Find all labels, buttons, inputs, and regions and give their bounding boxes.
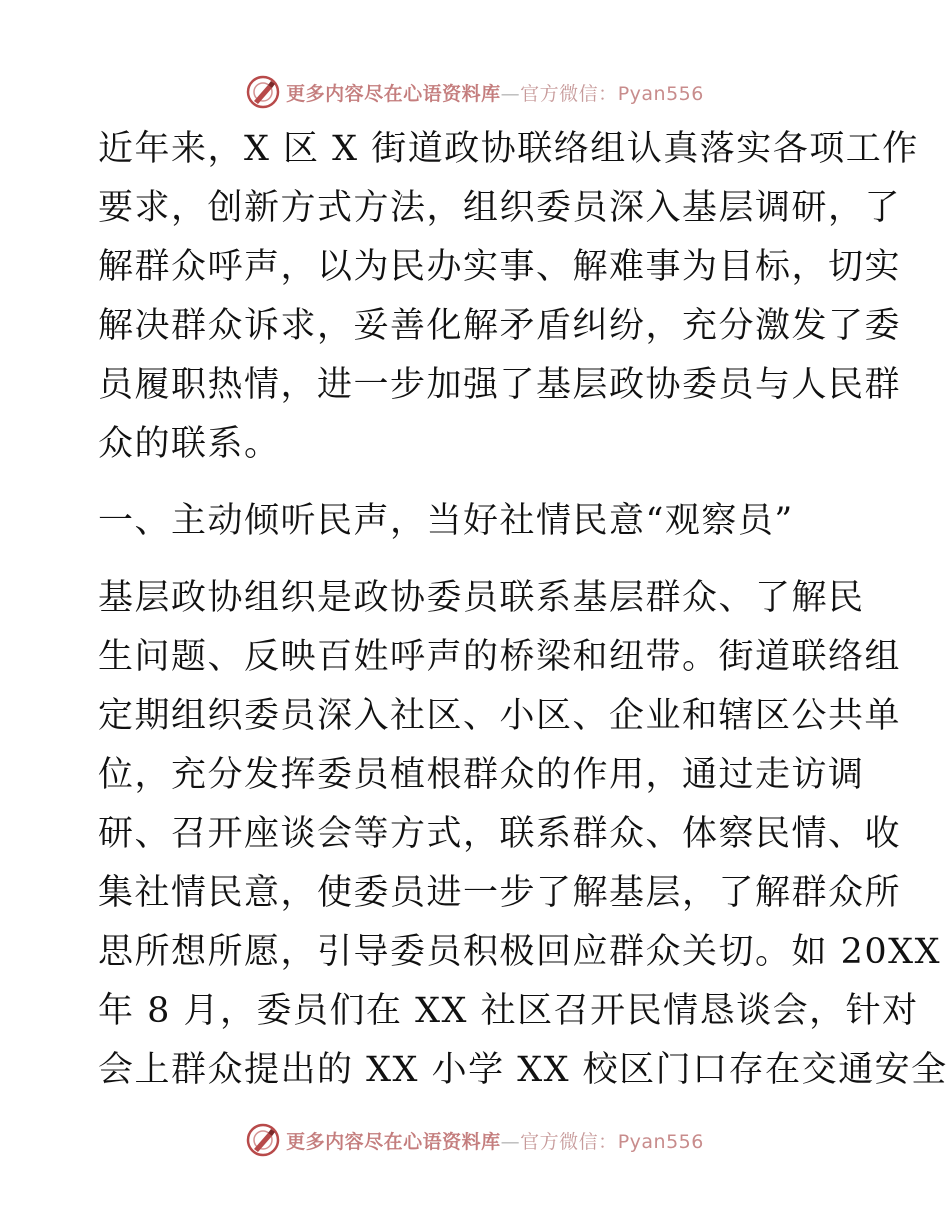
- text-line: 众的联系。: [98, 424, 281, 464]
- text-line: 近年来，X 区 X 街道政协联络组认真落实各项工作: [98, 129, 919, 169]
- document-body: [98, 120, 948, 1100]
- text-line: 解决群众诉求，妥善化解矛盾纠纷，充分激发了委: [98, 306, 902, 346]
- pen-logo-icon: [246, 75, 280, 109]
- text-line: 年 8 月，委员们在 XX 社区召开民情恳谈会，针对: [98, 991, 919, 1031]
- text-line: 集社情民意，使委员进一步了解基层，了解群众所: [98, 873, 902, 913]
- intro-paragraph: [98, 120, 919, 474]
- text-line: 定期组织委员深入社区、小区、企业和辖区公共单: [98, 696, 902, 736]
- pen-logo-icon: [246, 1123, 280, 1157]
- footer-watermark: [0, 1120, 950, 1160]
- text-line: 研、召开座谈会等方式，联系群众、体察民情、收: [98, 814, 902, 854]
- watermark-text: 更多内容尽在心语资料库—官方微信：Pyan556: [286, 1130, 704, 1153]
- text-line: 要求，创新方式方法，组织委员深入基层调研，了: [98, 188, 902, 228]
- text-line: 位，充分发挥委员植根群众的作用，通过走访调: [98, 755, 865, 795]
- text-line: 员履职热情，进一步加强了基层政协委员与人民群: [98, 365, 902, 405]
- watermark-text: 更多内容尽在心语资料库—官方微信：Pyan556: [286, 82, 704, 105]
- section-heading: 一、主动倾听民声，当好社情民意“观察员”: [98, 501, 794, 541]
- text-line: 生问题、反映百姓呼声的桥梁和纽带。街道联络组: [98, 637, 902, 677]
- header-watermark: [0, 72, 950, 112]
- text-line: 会上群众提出的 XX 小学 XX 校区门口存在交通安全: [98, 1050, 948, 1090]
- section-paragraph: [98, 569, 948, 1100]
- text-line: 解群众呼声，以为民办实事、解难事为目标，切实: [98, 247, 902, 287]
- text-line: 思所想所愿，引导委员积极回应群众关切。如 20XX: [98, 932, 941, 972]
- text-line: 基层政协组织是政协委员联系基层群众、了解民: [98, 578, 865, 618]
